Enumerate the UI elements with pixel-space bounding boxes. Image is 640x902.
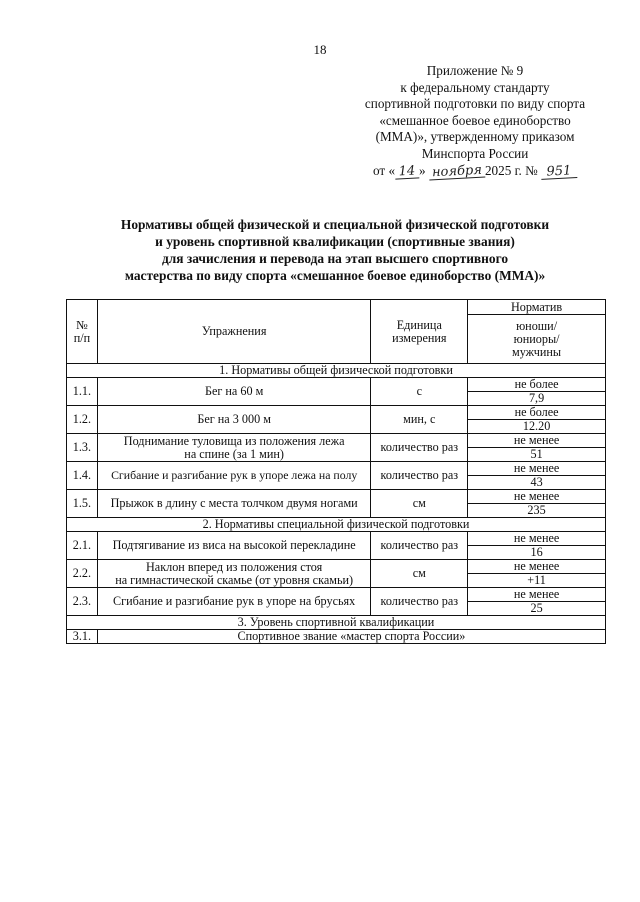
appendix-line: к федеральному стандарту: [400, 79, 550, 95]
row-number: 1.3.: [67, 434, 98, 462]
row-condition: не менее: [468, 560, 606, 574]
row-unit: количество раз: [371, 434, 468, 462]
row-exercise: Подтягивание из виса на высокой перекладине: [97, 532, 371, 560]
norms-table: [66, 299, 606, 644]
appendix-header: [330, 63, 620, 179]
title-line: мастерства по виду спорта «смешанное боевое единоборство (ММА)»: [124, 268, 546, 283]
row-number: 2.2.: [67, 560, 98, 588]
row-unit: см: [371, 560, 468, 588]
date-prefix: от «: [372, 162, 396, 178]
appendix-line: спортивной подготовки по виду спорта: [364, 96, 586, 112]
row-exercise: Прыжок в длину с места толчком двумя ногами: [97, 490, 371, 518]
appendix-line: Приложение № 9: [426, 63, 524, 78]
row-number: 2.3.: [67, 588, 98, 616]
row-unit: количество раз: [371, 532, 468, 560]
appendix-line: Минспорта России: [421, 145, 529, 161]
date-year: 2025 г. №: [484, 162, 538, 178]
title-line: и уровень спортивной квалификации (спортивные звания): [155, 234, 515, 249]
row-value: 235: [468, 504, 606, 518]
row-exercise: Бег на 3 000 м: [97, 406, 371, 434]
row-unit: количество раз: [371, 588, 468, 616]
row-qualification: Спортивное звание «мастер спорта России»: [97, 630, 605, 644]
row-condition: не менее: [468, 532, 606, 546]
row-number: 1.4.: [67, 462, 98, 490]
row-value: 25: [468, 602, 606, 616]
row-unit: количество раз: [371, 462, 468, 490]
row-number: 1.5.: [67, 490, 98, 518]
section-title: 2. Нормативы специальной физической подготовки: [67, 518, 606, 532]
row-value: 16: [468, 546, 606, 560]
row-condition: не более: [468, 406, 606, 420]
row-condition: не менее: [468, 490, 606, 504]
order-date-line: [330, 163, 620, 180]
date-month-handwritten: ноября: [429, 163, 486, 180]
row-unit: мин, с: [371, 406, 468, 434]
page-number: 18: [313, 42, 327, 57]
title-line: для зачисления и перевода на этап высшего спортивного: [161, 251, 509, 266]
row-exercise: Сгибание и разгибание рук в упоре на брусьях: [97, 588, 371, 616]
date-mid: »: [419, 162, 426, 178]
doc-number-handwritten: 951: [541, 164, 578, 180]
row-unit: с: [371, 378, 468, 406]
row-exercise: Наклон вперед из положения стоя на гимнастической скамье (от уровня скамьи): [97, 560, 371, 588]
row-value: 12.20: [468, 420, 606, 434]
row-exercise: Бег на 60 м: [97, 378, 371, 406]
row-unit: см: [371, 490, 468, 518]
header-number: № п/п: [67, 300, 98, 364]
row-value: 43: [468, 476, 606, 490]
section-title: 1. Нормативы общей физической подготовки: [67, 364, 606, 378]
row-exercise: Сгибание и разгибание рук в упоре лежа на полу: [97, 462, 371, 490]
header-exercise: Упражнения: [97, 300, 371, 364]
title-line: Нормативы общей физической и специальной физической подготовки: [120, 217, 550, 232]
date-day-handwritten: 14: [395, 164, 420, 179]
row-condition: не более: [468, 378, 606, 392]
row-number: 1.2.: [67, 406, 98, 434]
row-value: +11: [468, 574, 606, 588]
row-value: 7,9: [468, 392, 606, 406]
row-number: 1.1.: [67, 378, 98, 406]
header-group: юноши/ юниоры/ мужчины: [468, 315, 606, 364]
header-norm: Норматив: [468, 300, 606, 315]
section-title: 3. Уровень спортивной квалификации: [67, 616, 606, 630]
document-title: [70, 216, 600, 284]
row-number: 3.1.: [67, 630, 98, 644]
row-condition: не менее: [468, 588, 606, 602]
row-number: 2.1.: [67, 532, 98, 560]
row-condition: не менее: [468, 462, 606, 476]
row-condition: не менее: [468, 434, 606, 448]
appendix-line: (ММА)», утвержденному приказом: [375, 129, 575, 145]
row-exercise: Поднимание туловища из положения лежа на спине (за 1 мин): [97, 434, 371, 462]
header-unit: Единица измерения: [371, 300, 468, 364]
appendix-line: «смешанное боевое единоборство: [379, 112, 571, 128]
row-value: 51: [468, 448, 606, 462]
